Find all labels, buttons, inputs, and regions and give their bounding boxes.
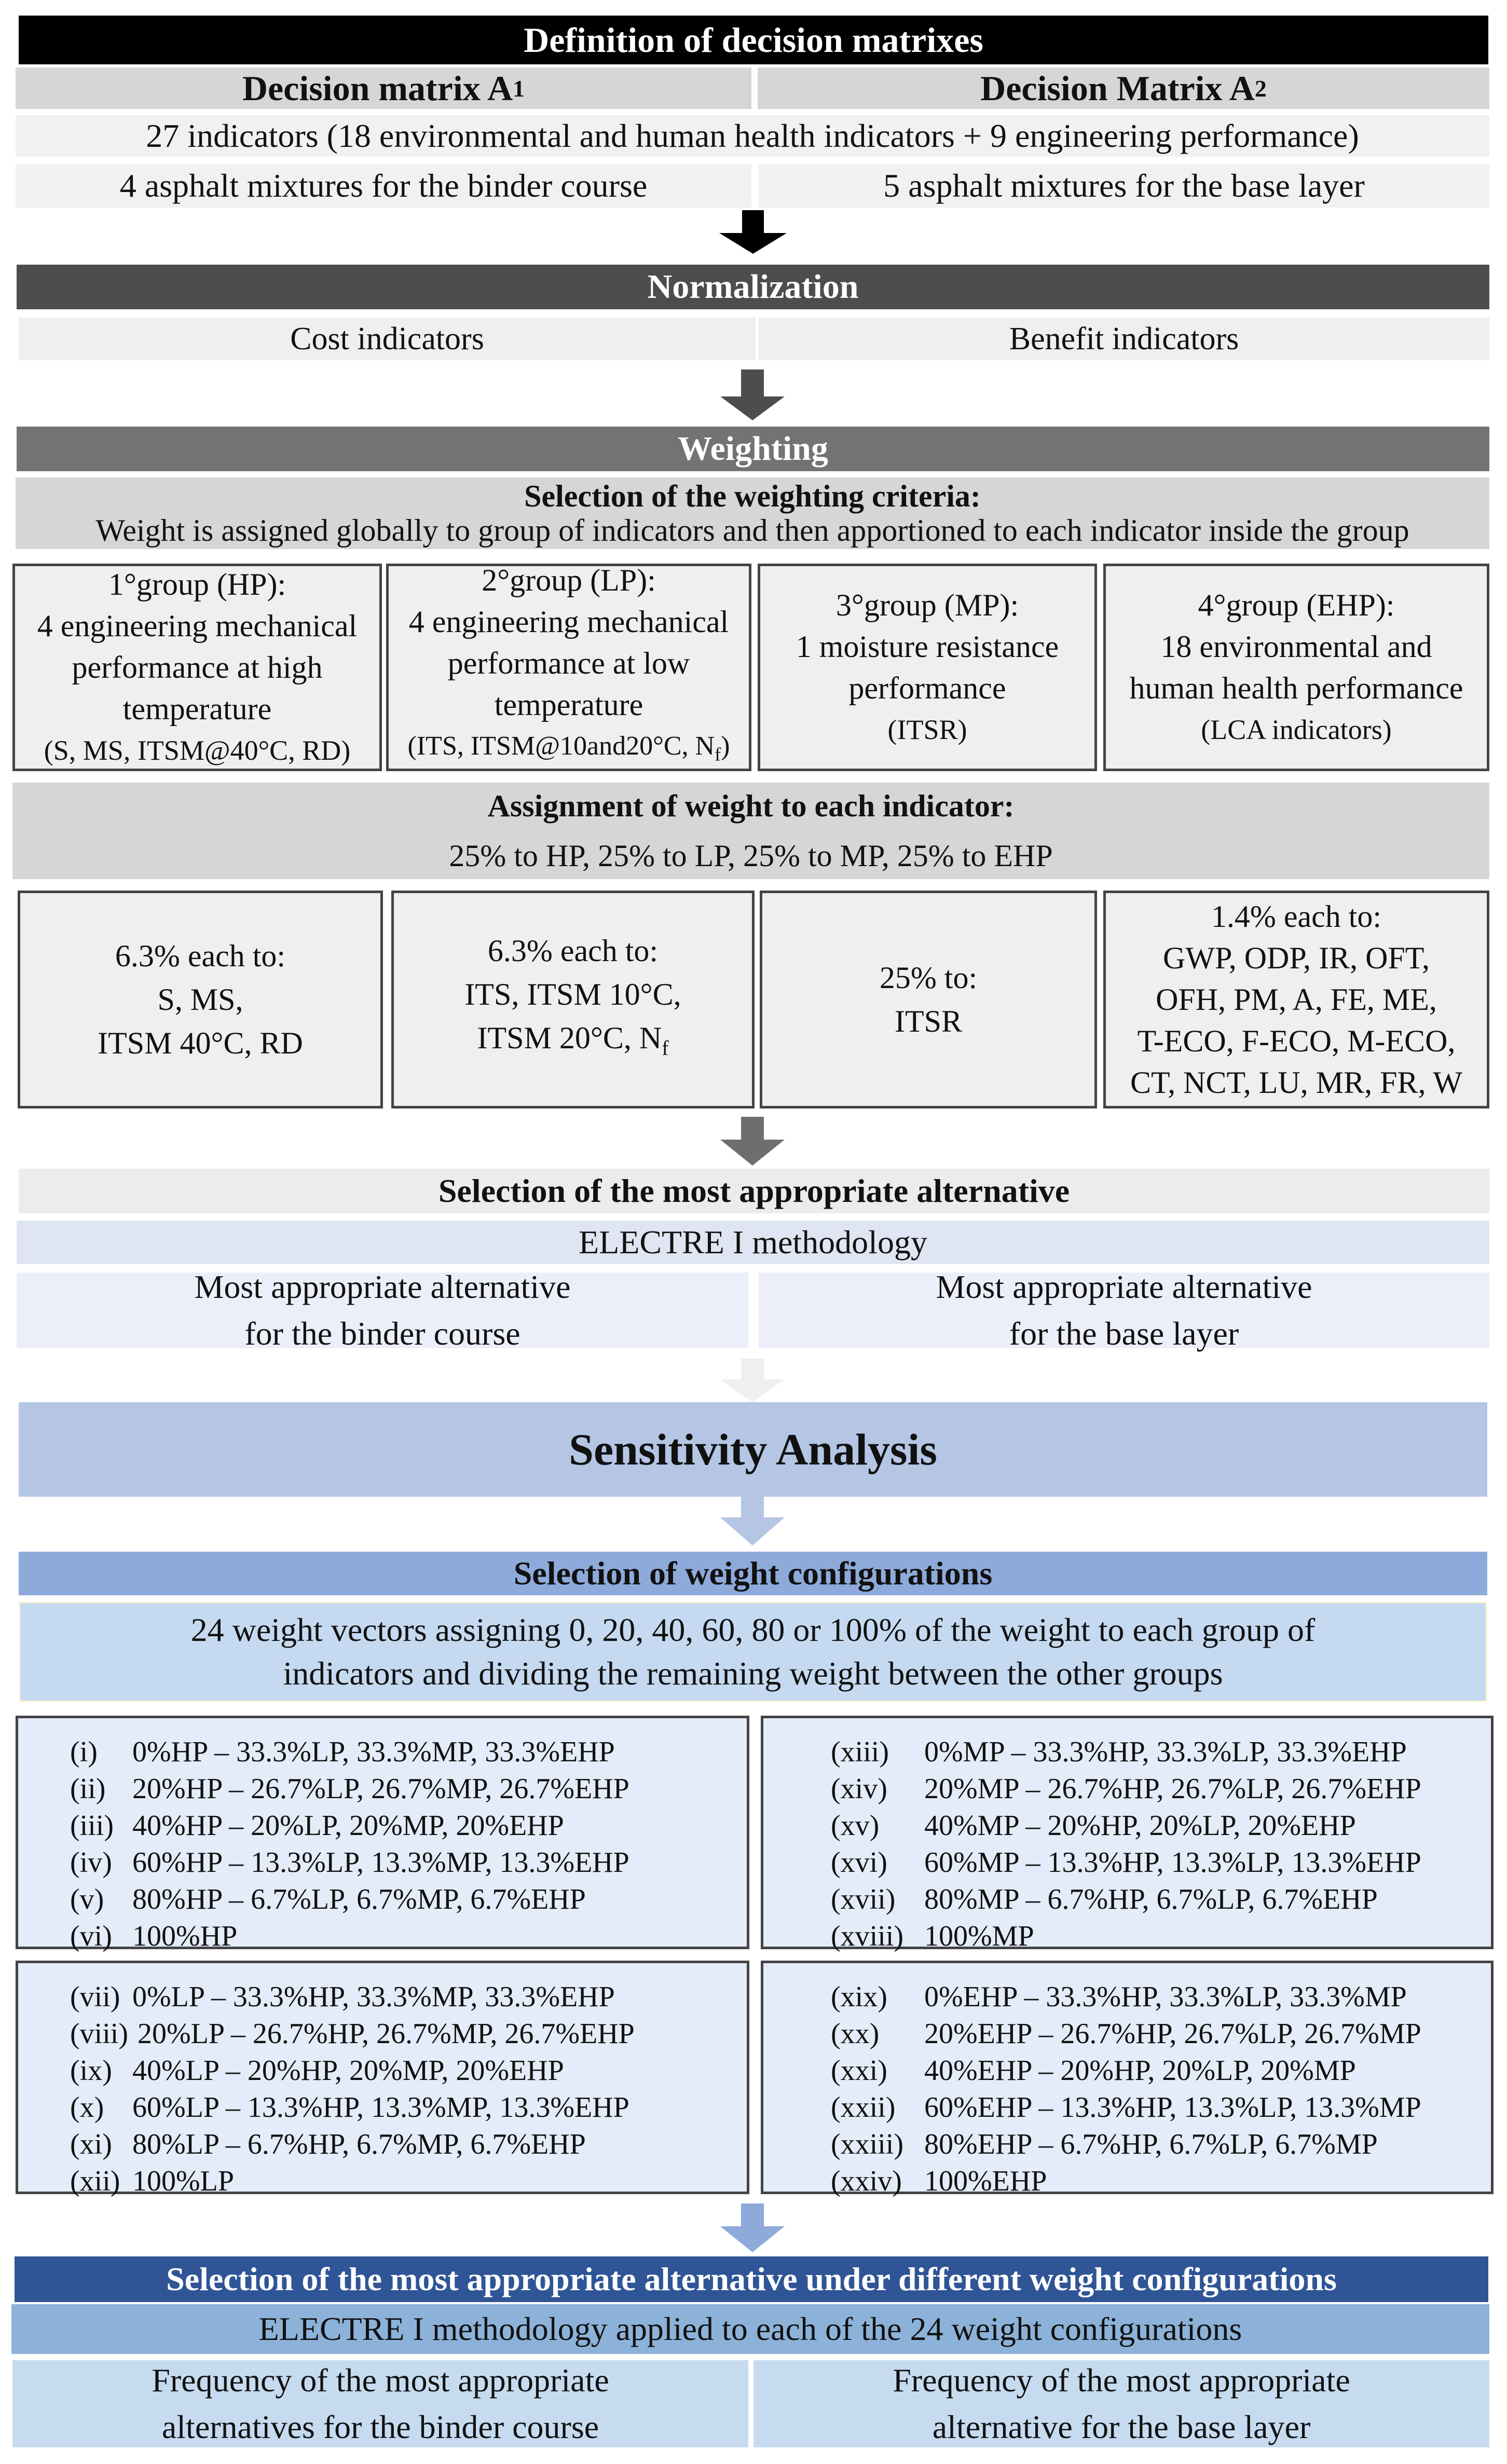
base-mixtures: 5 asphalt mixtures for the base layer (759, 164, 1489, 208)
config-text: 100%HP (132, 1920, 238, 1952)
config-num: (i) (70, 1736, 98, 1768)
weight-ehp-line: 1.4% each to: (1211, 899, 1382, 934)
config-num: (xxiii) (831, 2128, 903, 2160)
config-num: (xxii) (831, 2091, 896, 2124)
group-mp-line: 3°group (MP): (835, 588, 1019, 622)
weight-lp-line (477, 1016, 668, 1070)
weight-lp-line: 6.3% each to: (487, 934, 659, 968)
binder-frequency-line: Frequency of the most appropriate (152, 2362, 609, 2399)
config-num: (vii) (70, 1981, 120, 2013)
config-num: (xvi) (831, 1846, 887, 1879)
config-item (831, 2052, 1491, 2089)
matrix-a1-subscript: 1 (513, 75, 525, 102)
weight-hp-line: 6.3% each to: (115, 939, 286, 973)
arrow-down-icon (719, 2203, 787, 2253)
config-num: (viii) (70, 2018, 128, 2050)
config-num: (ii) (70, 1773, 106, 1805)
config-item (70, 2016, 747, 2052)
config-num: (iv) (70, 1846, 112, 1879)
config-item (70, 1918, 747, 1955)
config-text: 80%HP – 6.7%LP, 6.7%MP, 6.7%EHP (132, 1883, 586, 1915)
config-item (70, 1771, 747, 1808)
group-lp-box (386, 564, 751, 771)
config-text: 20%EHP – 26.7%HP, 26.7%LP, 26.7%MP (924, 2018, 1421, 2050)
arrow-down-icon (719, 1117, 787, 1167)
group-lp-indicators-text: (ITS, ITSM@10and20°C, N (407, 731, 715, 761)
hp-config-list (16, 1716, 749, 1952)
config-text: 100%LP (132, 2165, 234, 2197)
weight-assignment (12, 783, 1489, 879)
config-item (831, 2016, 1491, 2052)
config-num: (ix) (70, 2055, 112, 2087)
selection-header: Selection of the most appropriate alternative (19, 1169, 1489, 1213)
config-item (831, 2163, 1491, 2200)
config-text: 100%MP (924, 1920, 1034, 1952)
arrow-down-icon (719, 369, 787, 421)
config-num: (xiv) (831, 1773, 887, 1805)
weight-lp-text: ITSM 20°C, N (477, 1021, 662, 1055)
group-mp-line: performance (848, 671, 1006, 705)
config-text: 0%LP – 33.3%HP, 33.3%MP, 33.3%EHP (132, 1981, 615, 2013)
config-text: 80%MP – 6.7%HP, 6.7%LP, 6.7%EHP (924, 1883, 1378, 1915)
weight-hp-line: ITSM 40°C, RD (98, 1026, 303, 1060)
config-desc-line: indicators and dividing the remaining weight between the other groups (283, 1655, 1223, 1692)
group-hp-line: 4 engineering mechanical (37, 609, 358, 643)
config-num: (xiii) (831, 1736, 889, 1768)
config-num: (xx) (831, 2018, 880, 2050)
config-text: 0%MP – 33.3%HP, 33.3%LP, 33.3%EHP (924, 1736, 1407, 1768)
group-hp-line: temperature (122, 692, 272, 726)
config-text: 80%LP – 6.7%HP, 6.7%MP, 6.7%EHP (132, 2128, 586, 2160)
base-result (759, 1268, 1489, 1352)
config-text: 60%LP – 13.3%HP, 13.3%MP, 13.3%EHP (132, 2091, 629, 2124)
config-num: (xxi) (831, 2055, 887, 2087)
weight-config-description (19, 1601, 1487, 1702)
group-lp-indicators (408, 725, 730, 775)
config-num: (xxiv) (831, 2165, 902, 2197)
config-item (831, 1844, 1491, 1881)
config-num: (xvii) (831, 1883, 896, 1915)
config-num: (xii) (70, 2165, 120, 2197)
config-item (70, 2126, 747, 2163)
sensitivity-header: Sensitivity Analysis (19, 1402, 1487, 1497)
normalization-header: Normalization (17, 265, 1489, 309)
config-item (70, 1844, 747, 1881)
weight-mp-box (760, 891, 1097, 1108)
weight-lp-subscript: f (662, 1036, 669, 1060)
decision-matrix-a1 (16, 67, 751, 109)
arrow-down-icon (719, 1497, 787, 1546)
group-hp-line: performance at high (72, 650, 323, 685)
base-frequency (754, 2360, 1489, 2447)
base-frequency-line: Frequency of the most appropriate (893, 2362, 1350, 2399)
lp-config-list (16, 1961, 749, 2197)
criteria-title: Selection of the weighting criteria: (524, 479, 981, 513)
config-item (70, 1734, 747, 1771)
config-item (831, 1734, 1491, 1771)
config-item (70, 1808, 747, 1844)
group-mp-box (758, 564, 1097, 771)
group-mp-line: 1 moisture resistance (796, 629, 1059, 664)
config-item (831, 1808, 1491, 1844)
ehp-config-list (761, 1961, 1494, 2197)
config-num: (xi) (70, 2128, 112, 2160)
weight-ehp-box (1103, 891, 1489, 1108)
group-lp-line: 4 engineering mechanical (408, 605, 729, 639)
config-item (831, 2089, 1491, 2126)
config-num: (xviii) (831, 1920, 903, 1952)
weight-hp-line: S, MS, (157, 982, 243, 1017)
binder-result (17, 1268, 748, 1352)
config-num: (v) (70, 1883, 104, 1915)
binder-frequency-line: alternatives for the binder course (161, 2408, 599, 2445)
arrow-down-icon (719, 1359, 787, 1402)
weight-config-header: Selection of weight configurations (19, 1552, 1487, 1595)
weight-ehp-line: GWP, ODP, IR, OFT, (1163, 941, 1430, 975)
weight-ehp-line: OFH, PM, A, FE, ME, (1156, 982, 1437, 1017)
group-mp-indicators: (ITSR) (887, 714, 967, 745)
final-selection-header: Selection of the most appropriate alternative under different weight configurations (15, 2256, 1488, 2302)
group-lp-subscript: f (715, 744, 721, 765)
matrix-a1-label: Decision matrix A (242, 68, 513, 108)
config-text: 20%MP – 26.7%HP, 26.7%LP, 26.7%EHP (924, 1773, 1421, 1805)
config-text: 20%LP – 26.7%HP, 26.7%MP, 26.7%EHP (138, 2018, 635, 2050)
config-num: (xv) (831, 1810, 880, 1842)
config-num: (xix) (831, 1981, 887, 2013)
binder-result-line: Most appropriate alternative (194, 1268, 571, 1305)
config-num: (x) (70, 2091, 104, 2124)
config-text: 40%MP – 20%HP, 20%LP, 20%EHP (924, 1810, 1356, 1842)
cost-indicators: Cost indicators (19, 318, 756, 360)
config-num: (iii) (70, 1810, 114, 1842)
weighting-header: Weighting (17, 427, 1489, 471)
config-item (70, 2052, 747, 2089)
group-hp-indicators: (S, MS, ITSM@40°C, RD) (44, 735, 351, 766)
group-hp-box (12, 564, 382, 771)
config-item (70, 1979, 747, 2016)
base-result-line: Most appropriate alternative (936, 1268, 1312, 1305)
config-text: 40%EHP – 20%HP, 20%LP, 20%MP (924, 2055, 1356, 2087)
definition-header: Definition of decision matrixes (19, 16, 1488, 64)
group-lp-line: 2°group (LP): (482, 563, 656, 598)
group-ehp-indicators: (LCA indicators) (1201, 714, 1392, 745)
weight-ehp-line: T-ECO, F-ECO, M-ECO, (1137, 1024, 1456, 1058)
config-text: 40%LP – 20%HP, 20%MP, 20%EHP (132, 2055, 564, 2087)
config-text: 60%HP – 13.3%LP, 13.3%MP, 13.3%EHP (132, 1846, 629, 1879)
assignment-text: 25% to HP, 25% to LP, 25% to MP, 25% to EHP (449, 839, 1053, 873)
weight-mp-line: ITSR (894, 1004, 963, 1038)
weight-lp-box (391, 891, 755, 1108)
config-text: 0%EHP – 33.3%HP, 33.3%LP, 33.3%MP (924, 1981, 1407, 2013)
config-item (831, 1771, 1491, 1808)
config-item (70, 2089, 747, 2126)
config-num: (vi) (70, 1920, 112, 1952)
assignment-title: Assignment of weight to each indicator: (487, 789, 1015, 823)
decision-matrix-a2 (758, 67, 1489, 109)
config-text: 0%HP – 33.3%LP, 33.3%MP, 33.3%EHP (132, 1736, 615, 1768)
group-lp-line: performance at low (447, 646, 690, 681)
criteria-text: Weight is assigned globally to group of indicators and then apportioned to each indicator inside the group (95, 513, 1409, 547)
matrix-a2-label: Decision Matrix A (980, 68, 1255, 108)
arrow-down-icon (719, 210, 787, 253)
matrix-a2-subscript: 2 (1254, 75, 1267, 102)
group-ehp-line: 18 environmental and (1160, 629, 1432, 664)
final-electre-method: ELECTRE I methodology applied to each of the 24 weight configurations (11, 2304, 1489, 2354)
config-item (70, 1881, 747, 1918)
config-text: 100%EHP (924, 2165, 1047, 2197)
group-ehp-line: 4°group (EHP): (1198, 588, 1395, 622)
binder-result-line: for the binder course (244, 1315, 520, 1352)
config-item (831, 1918, 1491, 1955)
base-frequency-line: alternative for the base layer (932, 2408, 1311, 2445)
group-ehp-line: human health performance (1129, 671, 1463, 705)
electre-method: ELECTRE I methodology (17, 1221, 1489, 1264)
group-hp-line: 1°group (HP): (108, 567, 286, 601)
config-item (831, 1881, 1491, 1918)
config-desc-line: 24 weight vectors assigning 0, 20, 40, 60, 80 or 100% of the weight to each group of (190, 1611, 1316, 1648)
config-item (70, 2163, 747, 2200)
config-text: 20%HP – 26.7%LP, 26.7%MP, 26.7%EHP (132, 1773, 629, 1805)
config-item (831, 1979, 1491, 2016)
config-text: 60%MP – 13.3%HP, 13.3%LP, 13.3%EHP (924, 1846, 1421, 1879)
group-ehp-box (1103, 564, 1489, 771)
config-item (831, 2126, 1491, 2163)
benefit-indicators: Benefit indicators (759, 318, 1489, 360)
binder-mixtures: 4 asphalt mixtures for the binder course (16, 164, 751, 208)
indicators-text: 27 indicators (18 environmental and human health indicators + 9 engineering performance) (16, 115, 1489, 157)
weighting-criteria (16, 477, 1489, 549)
binder-frequency (12, 2360, 748, 2447)
group-lp-line: temperature (494, 688, 643, 722)
config-text: 40%HP – 20%LP, 20%MP, 20%EHP (132, 1810, 564, 1842)
group-lp-close: ) (721, 731, 730, 761)
base-result-line: for the base layer (1009, 1315, 1239, 1352)
config-text: 80%EHP – 6.7%HP, 6.7%LP, 6.7%MP (924, 2128, 1378, 2160)
config-text: 60%EHP – 13.3%HP, 13.3%LP, 13.3%MP (924, 2091, 1421, 2124)
weight-hp-box (18, 891, 383, 1108)
weight-ehp-line: CT, NCT, LU, MR, FR, W (1130, 1065, 1463, 1100)
weight-lp-line: ITS, ITSM 10°C, (464, 977, 681, 1011)
weight-mp-line: 25% to: (879, 961, 978, 995)
mp-config-list (761, 1716, 1494, 1952)
